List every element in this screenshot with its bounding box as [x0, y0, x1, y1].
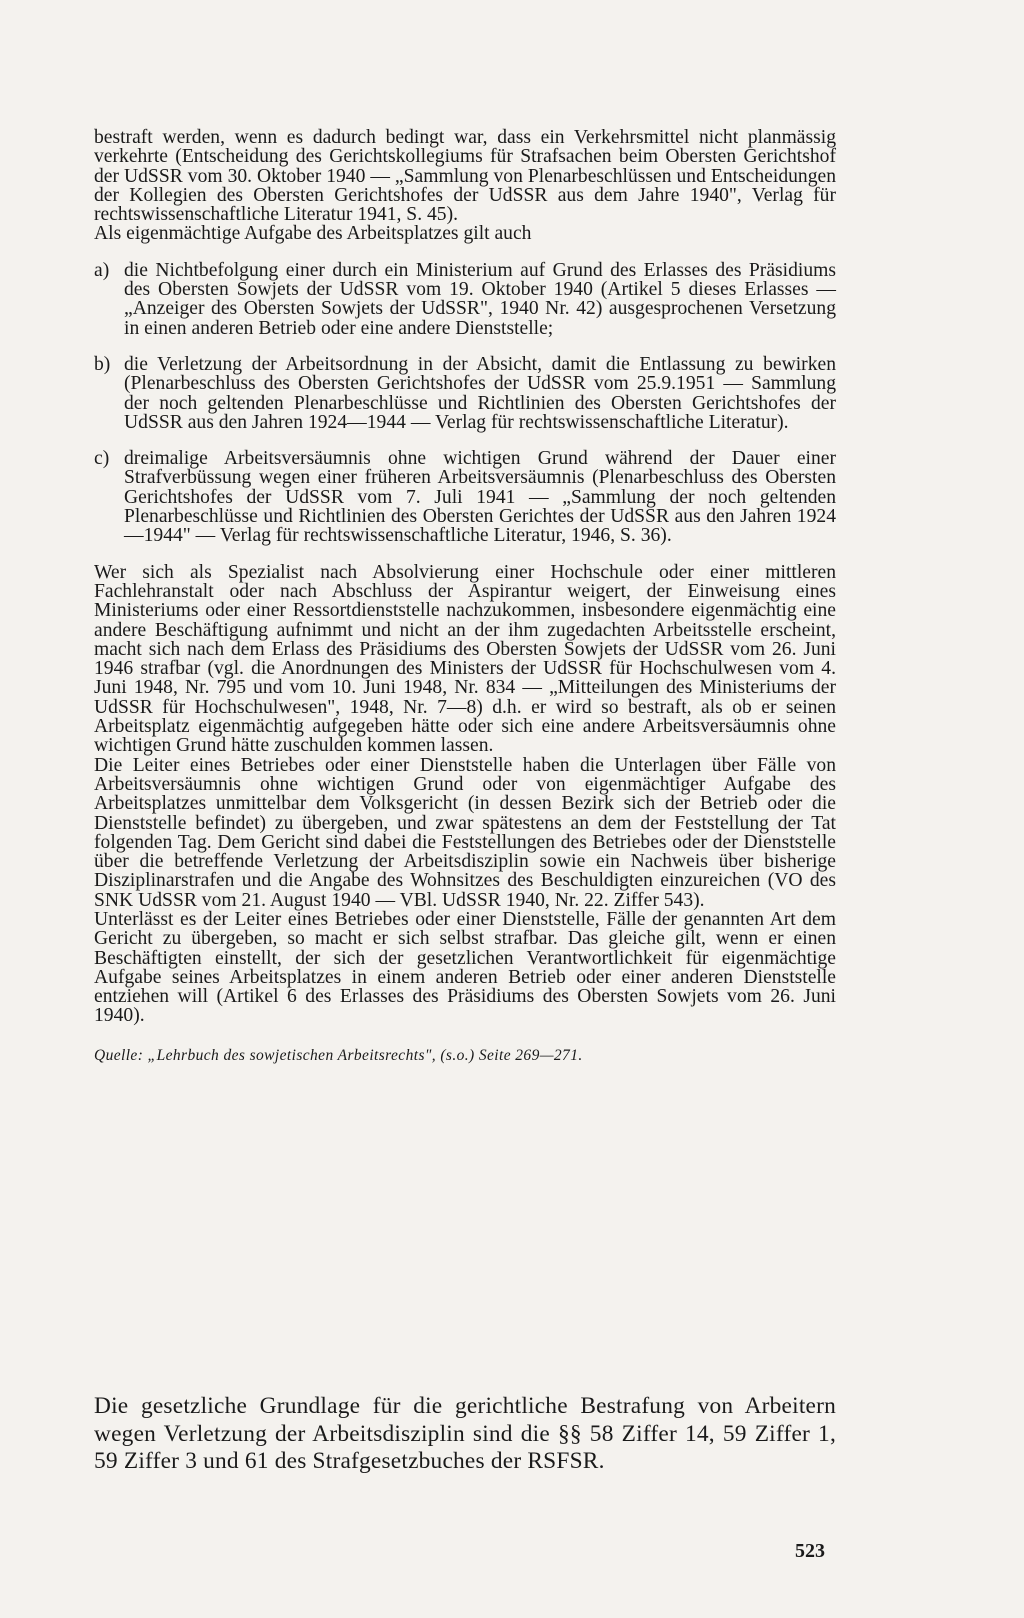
paragraph-intro: bestraft werden, wenn es dadurch bedingt war, dass ein Verkehrsmittel nicht planmässig verkehrte (Entscheidung des Gerichtskollegiums für Strafsachen beim Obersten Gerichtshof der UdSSR vom 30. Oktober 1940 — „Sammlung von Plenarbeschlüssen und Entscheidungen der Kollegien des Obersten Gerichtshofes der UdSSR aus dem Jahre 1940", Verlag für rechtswissenschaftliche Literatur 1941, S. 45). [94, 127, 836, 226]
list-item-a [94, 261, 836, 338]
enumerated-list [94, 261, 836, 546]
quoted-text-block [94, 128, 836, 1065]
conclusion-paragraph: Die gesetzliche Grundlage für die gerichtliche Bestrafung von Arbeitern wegen Verletzung der Arbeitsdisziplin sind die §§ 58 Ziffer 14, 59 Ziffer 1, 59 Ziffer 3 und 61 des Strafgesetzbuches der RSFSR. [94, 1393, 836, 1474]
list-item-text: die Nichtbefolgung einer durch ein Ministerium auf Grund des Erlasses des Präsidiums des Obersten Sowjets der UdSSR vom 19. Oktober 1940 (Artikel 5 dieses Erlasses — „Anzeiger des Obersten Sowjets der UdSSR", 1940 Nr. 42) ausgesprochenen Versetzung in einen anderen Betrieb oder eine andere Dienststelle; [124, 259, 836, 339]
list-item-text: die Verletzung der Arbeitsordnung in der Absicht, damit die Entlassung zu bewirken (Plenarbeschluss des Obersten Gerichtshofes der UdSSR vom 25.9.1951 — Sammlung der noch geltenden Plenarbeschlüsse und Richtlinien des Obersten Gerichtshofes der UdSSR aus den Jahren 1924—1944 — Verlag für rechtswissenschaftliche Literatur). [124, 353, 836, 433]
list-item-label: b) [94, 353, 111, 375]
source-citation: Quelle: „Lehrbuch des sowjetischen Arbeitsrechts", (s.o.) Seite 269—271. [94, 1046, 583, 1064]
list-intro: Als eigenmächtige Aufgabe des Arbeitsplatzes gilt auch [94, 223, 532, 245]
paragraph-unterlaesst: Unterlässt es der Leiter eines Betriebes oder einer Dienststelle, Fälle der genannten Art dem Gericht zu übergeben, so macht er sich selbst strafbar. Das gleiche gilt, wenn er einen Beschäftigten einstellt, der sich der gesetzlichen Verantwortlichkeit für eigenmächtige Aufgabe seines Arbeitsplatzes in einem anderen Betrieb oder einer anderen Dienststelle entziehen will (Artikel 6 des Erlasses des Präsidiums des Obersten Sowjets vom 26. Juni 1940). [94, 908, 836, 1027]
list-item-b [94, 355, 836, 432]
page-number: 523 [795, 1540, 825, 1562]
list-item-label: c) [94, 448, 110, 470]
list-item-label: a) [94, 259, 110, 281]
list-item-c [94, 449, 836, 545]
paragraph-leiter: Die Leiter eines Betriebes oder einer Dienststelle haben die Unterlagen über Fälle von Arbeitsversäumnis ohne wichtigen Grund oder von eigenmächtiger Aufgabe des Arbeitsplatzes unmittelbar dem Volksgericht (in dessen Bezirk sich der Betrieb oder die Dienststelle befindet) zu übergeben, und zwar spätestens an dem der Feststellung der Tat folgenden Tag. Dem Gericht sind dabei die Feststellungen des Betriebes oder der Dienststelle über die betreffende Verletzung der Arbeitsdisziplin sowie ein Nachweis über bisherige Disziplinarstrafen und die Angabe des Wohnsitzes des Beschuldigten einzureichen (VO des SNK UdSSR vom 21. August 1940 — VBl. UdSSR 1940, Nr. 22. Ziffer 543). [94, 754, 836, 911]
list-item-text: dreimalige Arbeitsversäumnis ohne wichtigen Grund während der Dauer einer Strafverbüssung wegen einer früheren Arbeitsversäumnis (Plenarbeschluss des Obersten Gerichtshofes der UdSSR vom 7. Juli 1941 — „Sammlung der noch geltenden Plenarbeschlüsse und Richtlinien des Obersten Gerichtes der UdSSR aus den Jahren 1924 —1944" — Verlag für rechtswissenschaftliche Literatur, 1946, S. 36). [124, 448, 836, 547]
paragraph-specialist: Wer sich als Spezialist nach Absolvierung einer Hochschule oder einer mittleren Fachlehranstalt oder nach Abschluss der Aspirantur weigert, der Einweisung eines Ministeriums oder einer Ressortdienststelle nachzukommen, insbesondere eigenmächtig eine andere Beschäftigung aufnimmt und nicht an der ihm zugedachten Arbeitsstelle erscheint, macht sich nach dem Erlass des Präsidiums des Obersten Sowjets der UdSSR vom 26. Juni 1946 strafbar (vgl. die Anordnungen des Ministers der UdSSR für Hochschulwesen vom 4. Juni 1948, Nr. 795 und vom 10. Juni 1948, Nr. 834 — „Mitteilungen des Ministeriums der UdSSR für Hochschulwesen", 1948, Nr. 7—8) d.h. er wird so bestraft, als ob er seinen Arbeitsplatz eigenmächtig aufgegeben hätte oder sich eine andere Arbeitsversäumnis ohne wichtigen Grund hätte zuschulden kommen lassen. [94, 561, 836, 757]
